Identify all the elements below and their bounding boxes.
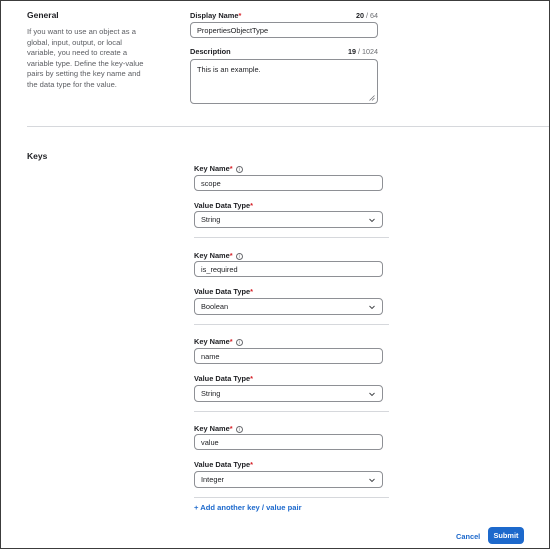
value-type-selected: String xyxy=(201,215,221,224)
required-mark: * xyxy=(250,201,254,210)
display-name-input[interactable] xyxy=(190,22,378,38)
key-name-value: is_required xyxy=(201,264,238,274)
info-circle-icon[interactable]: i xyxy=(236,253,243,260)
chevron-down-icon xyxy=(368,303,376,311)
description-textarea[interactable] xyxy=(190,59,378,104)
description-counter: 19 / 1024 xyxy=(348,47,378,56)
key-name-value: scope xyxy=(201,178,221,188)
value-type-label: Value Data Type* xyxy=(194,374,254,383)
pair-divider xyxy=(194,237,389,238)
submit-button[interactable]: Submit xyxy=(488,527,524,544)
general-description: If you want to use an object as a global, input, output, or local variable, you need to create a variable type. Define the key-value pairs by setting the key name and the data type for the value. xyxy=(27,27,144,89)
value-type-label: Value Data Type* xyxy=(194,460,254,469)
value-type-select-2[interactable] xyxy=(194,298,383,315)
chevron-down-icon xyxy=(368,390,376,398)
chevron-down-icon xyxy=(368,476,376,484)
chevron-down-icon xyxy=(368,216,376,224)
required-mark: * xyxy=(229,251,233,260)
key-name-label: Key Name* i xyxy=(194,424,243,433)
pair-divider xyxy=(194,497,389,498)
info-circle-icon[interactable]: i xyxy=(236,426,243,433)
key-name-input-3[interactable] xyxy=(194,348,383,364)
required-mark: * xyxy=(229,164,233,173)
key-name-value: value xyxy=(201,437,219,447)
required-mark: * xyxy=(250,460,254,469)
required-mark: * xyxy=(229,424,233,433)
key-name-label: Key Name* i xyxy=(194,164,243,173)
value-type-selected: Integer xyxy=(201,475,225,484)
key-name-label: Key Name* i xyxy=(194,337,243,346)
key-name-value: name xyxy=(201,351,220,361)
value-type-select-3[interactable] xyxy=(194,385,383,402)
key-name-input-1[interactable] xyxy=(194,175,383,191)
required-mark: * xyxy=(250,374,254,383)
required-mark: * xyxy=(238,11,242,20)
value-type-label: Value Data Type* xyxy=(194,287,254,296)
pair-divider xyxy=(194,324,389,325)
value-type-label: Value Data Type* xyxy=(194,201,254,210)
required-mark: * xyxy=(229,337,233,346)
display-name-label: Display Name* xyxy=(190,11,242,20)
value-type-selected: Boolean xyxy=(201,302,229,311)
keys-section-title: Keys xyxy=(27,151,48,161)
key-name-input-2[interactable] xyxy=(194,261,383,277)
display-name-counter: 20 / 64 xyxy=(356,11,378,20)
description-value: This is an example. xyxy=(197,65,261,74)
pair-divider xyxy=(194,411,389,412)
resize-handle-icon[interactable] xyxy=(369,95,375,101)
general-section-title: General xyxy=(27,10,59,20)
display-name-value: PropertiesObjectType xyxy=(197,25,269,35)
required-mark: * xyxy=(250,287,254,296)
key-name-label: Key Name* i xyxy=(194,251,243,260)
info-circle-icon[interactable]: i xyxy=(236,166,243,173)
info-circle-icon[interactable]: i xyxy=(236,339,243,346)
value-type-selected: String xyxy=(201,389,221,398)
value-type-select-1[interactable] xyxy=(194,211,383,228)
add-key-value-pair-link[interactable]: + Add another key / value pair xyxy=(194,503,302,512)
value-type-select-4[interactable] xyxy=(194,471,383,488)
key-name-input-4[interactable] xyxy=(194,434,383,450)
description-label: Description xyxy=(190,47,231,56)
section-divider xyxy=(27,126,549,127)
cancel-button[interactable]: Cancel xyxy=(456,532,481,541)
